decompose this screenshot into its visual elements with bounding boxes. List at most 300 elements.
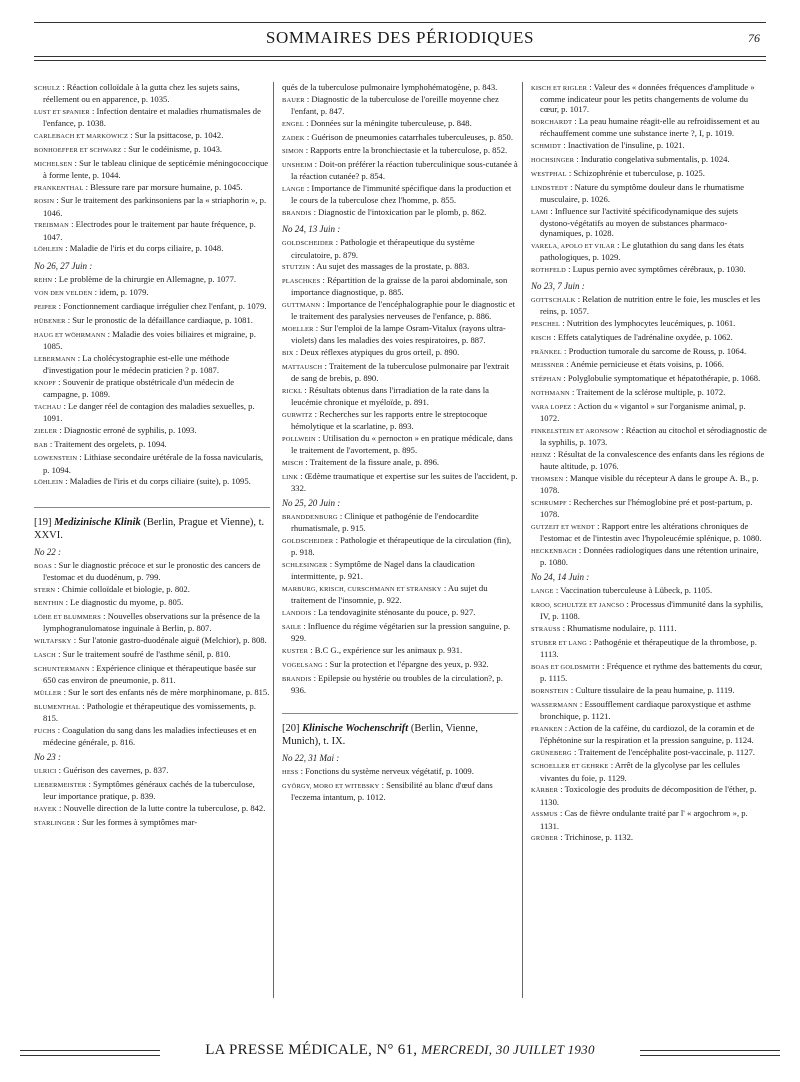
issue-date-heading: No 22, 31 Mai : — [282, 752, 340, 763]
article-title: : Influence sur l'activité spécificodynamique des sujets dystono-végétatifs au moyen de substances pharmaco-dynamiques, p. 1028. — [540, 205, 738, 238]
article-author: VON DEN VELDEN — [34, 290, 93, 298]
article-author: LUST ET SPANIER — [34, 109, 90, 116]
article-entry — [282, 607, 518, 619]
article-title: : Rapports entre la bronchiectasie et la tuberculose, p. 852. — [305, 145, 508, 156]
article-author: ZADEK — [282, 134, 305, 142]
article-entry — [34, 243, 270, 255]
article-title: : Guérison de pneumonies catarrhales tuberculeuses, p. 850. — [306, 131, 513, 142]
article-entry — [531, 140, 767, 152]
article-title: : Traitement de la fissure anale, p. 896. — [305, 456, 440, 467]
page-footer — [20, 1040, 780, 1064]
article-entry — [531, 240, 767, 262]
issue-date-heading: No 24, 13 Juin : — [282, 224, 341, 235]
article-entry — [531, 168, 767, 180]
article-title: : La peau humaine réagit-elle au refroidissement et au réchauffement comme une substance inerte ?, I, p. 1019. — [540, 116, 760, 139]
column-divider — [273, 82, 274, 998]
article-title: : Symptôme de Nagel dans la claudication intermittente, p. 921. — [291, 559, 475, 582]
article-title: : Infection dentaire et maladies rhumatismales de l'enfance, p. 1038. — [43, 106, 261, 129]
article-title: : Recherches sur l'hémoglobine pré et post-partum, p. 1078. — [540, 496, 753, 519]
article-author: STÉPHAN — [531, 376, 562, 384]
article-entry — [34, 82, 270, 104]
article-entry — [34, 817, 270, 829]
article-entry — [282, 275, 518, 297]
article-entry — [34, 725, 270, 747]
article-entry — [34, 701, 270, 723]
article-author: FRANKENTHAL — [34, 184, 84, 192]
article-title: : Blessure rare par morsure humaine, p. 1045. — [85, 181, 243, 192]
article-author: HOCHSINGER — [531, 157, 575, 164]
article-author: SCHMIDT — [531, 143, 562, 151]
article-author: STERN — [34, 586, 56, 594]
article-author: STARLINGER — [34, 819, 76, 827]
article-author: MEISSNER — [531, 362, 565, 370]
article-title: : Fréquence et rythme des battements du cœur, p. 1115. — [540, 660, 763, 683]
article-entry — [34, 144, 270, 156]
article-author: RICKL — [282, 387, 303, 395]
article-title: : Maladies de l'iris et du corps ciliaire (suite), p. 1095. — [65, 476, 251, 487]
article-title: : Nutrition des lymphocytes leucémiques, p. 1061. — [562, 318, 736, 328]
article-title: : Le problème de la chirurgie en Allemagne, p. 1077. — [54, 273, 237, 284]
article-title: : Processus d'immunité dans la syphilis, IV, p. 1108. — [540, 598, 764, 622]
article-title: : B.C G., expérience sur les animaux p. 931. — [310, 644, 463, 655]
article-title: qués de la tuberculose pulmonaire lymphohématogène, p. 843. — [282, 82, 498, 92]
article-title: : Fonctionnement cardiaque irrégulier chez l'enfant, p. 1079. — [58, 301, 267, 312]
article-author: BLUMENTHAL — [34, 703, 81, 711]
article-title: : Le danger réel de contagion des maladies sexuelles, p. 1091. — [43, 400, 255, 423]
article-title: : Coagulation du sang dans les maladies infectieuses et en médecine générale, p. 816. — [43, 724, 257, 747]
article-entry — [34, 476, 270, 488]
article-author: MOELLER — [282, 326, 314, 334]
article-entry — [34, 329, 270, 351]
article-entry — [531, 661, 767, 683]
article-author: BRANDIS — [282, 210, 312, 218]
journal-name: Medizinische Klinik — [54, 516, 141, 528]
article-title: : Sur l'atonie gastro-duodénale aiguë (Melchior), p. 808. — [73, 635, 267, 646]
article-author: BORNSTEIN — [531, 687, 569, 695]
page-title: SOMMAIRES DES PÉRIODIQUES — [265, 28, 535, 47]
article-author: SCHUNTERMANN — [34, 665, 90, 673]
article-author: FINKELSTEIN ET ARONSOW — [531, 427, 620, 435]
article-author: ROTHFELD — [531, 266, 566, 274]
article-entry — [282, 645, 518, 657]
issue-date-heading: No 24, 14 Juin : — [531, 572, 590, 583]
article-title: : Fonctions du système nerveux végétatif, p. 1009. — [300, 765, 474, 776]
article-title: : Nature du symptôme douleur dans le rhumatisme musculaire, p. 1026. — [540, 181, 745, 204]
article-entry — [34, 584, 270, 596]
article-author: KÄRBER — [531, 787, 559, 795]
article-entry — [282, 237, 518, 259]
issue-date-heading: No 23, 7 Juin : — [531, 281, 585, 291]
article-author: PLASCHKES — [282, 278, 321, 286]
article-entry — [531, 332, 767, 344]
article-author: BORCHARDT — [531, 119, 573, 127]
article-title: : Sur le codéinisme, p. 1043. — [123, 143, 223, 154]
article-entry — [531, 699, 767, 721]
article-author: BOAS — [34, 562, 52, 570]
article-author: MARBURG, KRISCH, CURSCHMANN ET STRANSKY — [282, 586, 442, 594]
journal-details: (Berlin, Prague et Vienne), t. XXVI. — [34, 516, 265, 541]
article-author: NOTHMANN — [531, 389, 570, 397]
article-title: : Nouvelle direction de la lutte contre la tuberculose, p. 842. — [58, 802, 266, 813]
article-author: ULRICI — [34, 767, 57, 775]
article-entry — [531, 599, 767, 621]
article-author: BENTHIN — [34, 600, 64, 608]
article-author: SCHLESINGER — [282, 562, 328, 570]
article-title: : Pathogénie et thérapeutique de la thrombose, p. 1113. — [540, 636, 757, 659]
article-title: : Lupus pernio avec symptômes cérébraux, p. 1030. — [568, 263, 746, 274]
article-author: POLLWEIN — [282, 435, 316, 443]
page-number: 76 — [748, 31, 760, 45]
article-title: : Symptômes généraux cachés de la tuberculose, leur importance pratique, p. 839. — [43, 778, 255, 801]
article-entry — [531, 521, 767, 543]
article-entry — [34, 195, 270, 217]
article-title: : Réaction colloïdale à la gutta chez les sujets sains, réellement ou en apparence, p. 1035. — [43, 82, 240, 105]
article-title: : Anémie pernicieuse et états voisins, p. 1066. — [566, 359, 724, 370]
article-entry — [531, 154, 767, 166]
article-author: STUTZIN — [282, 264, 311, 272]
header-top-rule — [34, 22, 766, 23]
article-entry — [282, 673, 518, 695]
article-entry — [531, 473, 767, 495]
article-author: GOLDSCHEIDER — [282, 240, 334, 248]
journal-heading — [282, 713, 518, 748]
article-author: MATTAUSCH — [282, 363, 323, 371]
article-title: : Rapport entre les altérations chroniques de l'estomac et de l'intestin avec l'hypoleucémie splénique, p. 1080. — [540, 520, 762, 543]
article-author: GRÜBER — [531, 835, 559, 843]
article-title: : Le diagnostic du myome, p. 805. — [65, 597, 184, 608]
article-author: CARLEBACH ET MARKOWICZ — [34, 133, 129, 140]
article-entry — [282, 261, 518, 273]
article-entry — [531, 82, 767, 115]
article-entry — [282, 659, 518, 671]
article-entry — [531, 623, 767, 635]
article-title: : Traitement de la tuberculose pulmonaire par l'extrait de sang de brebis, p. 890. — [291, 360, 510, 384]
article-author: PEIPER — [34, 304, 57, 312]
article-author: KISCH ET RIGLER — [531, 85, 588, 92]
article-author: BRANDIS — [282, 675, 312, 683]
article-author: LIEBERMEISTER — [34, 781, 87, 789]
article-author: HEINZ — [531, 451, 552, 459]
article-title: : Doit-on préférer la réaction tuberculinique sous-cutanée à la réaction cutanée? p. 854. — [291, 159, 518, 182]
article-title: : Données radiologiques dans une rétention urinaire, p. 1080. — [540, 544, 759, 567]
article-entry — [282, 766, 518, 778]
article-author: LANGE — [531, 588, 554, 596]
article-author: KISCH — [531, 334, 552, 342]
header-bottom-rule — [34, 56, 766, 61]
article-author: VARELA, APOLO ET VILAR — [531, 242, 615, 250]
article-author: PESCHEL — [531, 321, 561, 328]
article-entry — [282, 145, 518, 157]
article-title: : Inactivation de l'insuline, p. 1021. — [563, 140, 685, 151]
article-entry — [531, 723, 767, 745]
article-title: : Diagnostic erroné de syphilis, p. 1093. — [59, 424, 197, 435]
article-title: : Sensibilité au blanc d'œuf dans l'eczema intantum, p. 1012. — [291, 779, 493, 802]
article-title: : Guérison des cavernes, p. 837. — [58, 764, 169, 775]
article-entry — [34, 597, 270, 609]
article-entry — [531, 359, 767, 371]
article-title: : Au sujet des massages de la prostate, p. 883. — [312, 261, 470, 272]
article-title: : Nouvelles observations sur la présence de la lymphogranulomatose inguinale à Berlin, p. 807. — [43, 611, 260, 634]
article-title: : Electrodes pour le traitement par haute fréquence, p. 1047. — [43, 219, 256, 242]
column-divider — [522, 82, 523, 998]
article-entry — [531, 373, 767, 385]
article-entry — [531, 497, 767, 519]
article-title: : Cas de fièvre ondulante traité par l' « argochrom », p. 1131. — [540, 808, 748, 831]
article-title: : Sur la psittacose, p. 1042. — [130, 130, 224, 140]
article-title: : Données sur la méningite tuberculeuse, p. 848. — [306, 117, 472, 128]
article-title: : Réaction au citochol et sérodiagnostic de la syphilis, p. 1073. — [540, 424, 767, 447]
article-entry — [282, 780, 518, 802]
article-title: : Epilepsie ou hystérie ou troubles de la circulation?, p. 936. — [291, 672, 503, 695]
article-author: KUSTER — [282, 647, 309, 655]
footer-rule-left — [20, 1050, 160, 1056]
article-author: VOGELSANG — [282, 661, 323, 669]
footer-text — [168, 1042, 632, 1059]
column-middle — [282, 82, 518, 1002]
article-title: : Importance de l'encéphalographie pour le diagnostic et le traitement des paralysies nerveuses de l'enfance, p. 886. — [291, 299, 516, 322]
article-title: : Sur l'emploi de la lampe Osram-Vitalux (rayons ultra-violets) dans les maladies des voies respiratoires, p. 887. — [291, 323, 506, 346]
article-title: : Rhumatisme nodulaire, p. 1111. — [562, 622, 677, 633]
article-author: KROO, SCHULTZE ET JANCSO — [531, 601, 625, 609]
article-title: : Sur le diagnostic précoce et sur le pronostic des cancers de l'estomac et du duodénum, p. 799. — [43, 559, 261, 582]
article-title: : Chimie colloïdale et biologie, p. 802. — [57, 583, 190, 594]
article-entry — [531, 206, 767, 239]
article-author: LINK — [282, 473, 299, 481]
article-title: : Sur les formes à symptômes mar- — [77, 816, 198, 827]
article-entry — [34, 182, 270, 194]
article-author: BRANDDENBURG — [282, 514, 338, 522]
journal-details: (Berlin, Vienne, Munich), t. IX. — [282, 722, 478, 747]
article-author: HAUG ET WÖHRMANN — [34, 331, 106, 339]
issue-date-heading: No 26, 27 Juin : — [34, 260, 93, 271]
article-author: LÖHLEIN — [34, 246, 64, 254]
article-entry — [34, 130, 270, 142]
article-author: BOAS ET GOLDSMITH — [531, 663, 600, 671]
article-title: : Utilisation du « pernocton » en pratique médicale, dans le traitement de l'avortement, p. 895. — [291, 432, 513, 456]
article-author: ENGEL — [282, 120, 304, 128]
article-title: : Traitement de l'encéphalite post-vaccinale, p. 1127. — [574, 746, 755, 757]
article-entry — [34, 611, 270, 633]
article-author: BONHOEFFER ET SCHWARZ — [34, 146, 122, 154]
article-author: MISCH — [282, 459, 304, 467]
article-title: : Sur la protection et l'épargne des yeux, p. 932. — [325, 658, 489, 669]
article-author: LASCH — [34, 651, 56, 659]
article-entry — [531, 294, 767, 316]
article-entry — [34, 635, 270, 647]
article-author: GYÖRGY, MORO ET WITEBSKY — [282, 782, 380, 790]
footer-journal: LA PRESSE MÉDICALE, N° 61, — [205, 1042, 418, 1058]
article-title: : Diagnostic de l'intoxication par le plomb, p. 862. — [313, 207, 487, 218]
article-entry — [282, 94, 518, 116]
article-entry — [34, 219, 270, 241]
article-entry — [282, 433, 518, 455]
article-author: SCHRUMPF — [531, 499, 567, 507]
article-title: : Toxicologie des produits de décomposition de l'éther, p. 1130. — [540, 784, 757, 807]
article-author: GURWITZ — [282, 411, 313, 419]
article-title: : idem, p. 1079. — [94, 287, 149, 298]
article-entry — [531, 425, 767, 447]
article-title: : Sur le tableau clinique de septicémie méningococcique à forme lente, p. 1044. — [43, 157, 269, 180]
article-entry — [531, 784, 767, 806]
article-title: : Œdème traumatique et expertise sur les suites de l'accident, p. 332. — [291, 470, 518, 493]
article-title: : Lithiase secondaire urétérale de la fossa navicularis, p. 1094. — [43, 452, 264, 475]
article-author: LEBERMANN — [34, 355, 76, 363]
article-title: : Arrêt de la glycolyse par les cellules vivantes du foie, p. 1129. — [540, 760, 740, 783]
article-title: : Valeur des « données fréquences d'amplitude » comme indicateur pour les petits changements de volume du cœur, p. 1017. — [540, 82, 755, 115]
article-author: GUTTMANN — [282, 302, 321, 310]
article-author: GOLDSCHEIDER — [282, 538, 334, 546]
article-entry — [531, 832, 767, 844]
article-title: : Expérience clinique et thérapeutique basée sur 650 cas environ de pneumonie, p. 811. — [43, 662, 256, 685]
article-author: GOTTSCHALK — [531, 297, 576, 304]
article-entry — [34, 779, 270, 801]
article-author: THOMSEN — [531, 475, 564, 483]
article-title: : Résultat de la convalescence des enfants dans les régions de haute altitude, p. 1076. — [540, 448, 765, 471]
article-title: : Répartition de la graisse de la paroi abdominale, son importance diagnostique, p. 885. — [291, 275, 508, 298]
article-entry — [34, 765, 270, 777]
article-author: LÖHE ET BLUMMERS — [34, 614, 101, 622]
article-title: : Schizophrénie et tuberculose, p. 1025. — [568, 167, 705, 178]
article-entry — [282, 583, 518, 605]
article-entry — [282, 347, 518, 359]
article-author: BAUER — [282, 96, 305, 104]
article-title: : Pathologie et thérapeutique des vomissements, p. 815. — [43, 700, 256, 723]
article-entry — [282, 207, 518, 219]
article-entry — [34, 353, 270, 375]
article-author: GUTZEIT ET WENDT — [531, 523, 595, 531]
article-title: : Sur le traitement des parkinsoniens par la « striaphorin », p. 1046. — [43, 195, 267, 218]
article-entry — [34, 452, 270, 474]
article-entry — [531, 637, 767, 659]
article-entry — [531, 387, 767, 399]
article-entry — [34, 274, 270, 286]
article-title: : Essoufflement cardiaque paroxystique et asthme bronchique, p. 1121. — [540, 698, 751, 721]
article-entry — [282, 471, 518, 493]
article-author: LANGE — [282, 186, 305, 194]
article-title: : Recherches sur les rapports entre le streptocoque hémolytique et la scarlatine, p. 893. — [291, 408, 488, 432]
article-entry — [34, 158, 270, 180]
article-entry — [34, 287, 270, 299]
article-entry — [282, 457, 518, 469]
article-author: BAB — [34, 441, 48, 449]
article-entry — [531, 760, 767, 782]
article-entry — [282, 559, 518, 581]
article-title: : Culture tissulaire de la peau humaine, p. 1119. — [570, 684, 735, 695]
article-title: : Sur le pronostic de la défaillance cardiaque, p. 1081. — [67, 314, 253, 325]
article-title: : Polyglobulie symptomatique et hépatothérapie, p. 1068. — [563, 373, 761, 384]
article-entry — [282, 385, 518, 407]
journal-heading — [34, 507, 270, 542]
article-entry — [282, 621, 518, 643]
article-title: : Clinique et pathogénie de l'endocardite rhumatismale, p. 915. — [291, 511, 479, 534]
article-title: : Trichinose, p. 1132. — [560, 832, 634, 843]
article-author: LINDSTEDT — [531, 184, 568, 192]
article-author: FUCHS — [34, 727, 56, 735]
article-title: : La cholécystographie est-elle une méthode d'investigation pour le médecin praticien ? p. 1087. — [43, 352, 230, 375]
article-entry — [34, 649, 270, 661]
article-author: REHN — [34, 276, 53, 284]
article-title: : La tendovaginite sténosante du pouce, p. 927. — [313, 607, 476, 618]
article-author: SAILE — [282, 623, 302, 631]
article-author: FRÄNKEL — [531, 348, 562, 356]
article-author: SIMON — [282, 148, 304, 156]
article-author: ASSMUS — [531, 811, 558, 819]
article-entry — [282, 409, 518, 431]
article-entry — [531, 545, 767, 567]
article-entry — [531, 449, 767, 471]
article-title: : Maladie de l'iris et du corps ciliaire, p. 1048. — [65, 243, 224, 254]
article-title: : Action du « vigantol » sur l'organisme animal, p. 1072. — [540, 400, 746, 423]
article-title: : Sur le traitement soufré de l'asthme sénil, p. 810. — [58, 648, 231, 659]
issue-date-heading: No 25, 20 Juin : — [282, 498, 341, 509]
article-entry — [34, 301, 270, 313]
journal-name: Klinische Wochenschrift — [302, 722, 409, 734]
article-entry — [34, 315, 270, 327]
article-entry — [282, 535, 518, 557]
article-entry — [531, 808, 767, 830]
article-entry — [282, 361, 518, 383]
article-title: : Influence du régime végétarien sur la pression sanguine, p. 929. — [291, 620, 511, 644]
article-author: UNSHEIM — [282, 162, 313, 170]
article-title: : Production tumorale du sarcome de Rouss, p. 1064. — [564, 345, 747, 356]
article-title: : Résultats obtenus dans l'irradiation de la rate dans la leucémie chronique et myéloïde, p. 891. — [291, 384, 489, 408]
article-author: LOWENSTEIN — [34, 455, 78, 463]
article-entry — [531, 685, 767, 697]
article-title: : Sur le sort des enfants nés de mère morphinomane, p. 815. — [63, 686, 270, 697]
article-author: VARA LOPEZ — [531, 403, 572, 411]
article-title: : Manque visible du récepteur A dans le groupe A. B., p. 1078. — [540, 472, 759, 495]
column-left — [34, 82, 270, 1002]
article-title: : Action de la caféine, du cardiozol, de la coramin et de l'éphétonine sur la respiration et la pression sanguine, p. 1124. — [540, 722, 755, 745]
article-title: : Pathologie et thérapeutique de la circulation (fin), p. 918. — [291, 535, 512, 558]
article-author: TREIBMAN — [34, 222, 69, 230]
article-author: LANDOIS — [282, 610, 312, 618]
article-author: HESS — [282, 768, 299, 776]
article-entry — [282, 82, 518, 92]
article-title: : Pathologie et thérapeutique du système circulatoire, p. 879. — [291, 237, 475, 260]
article-title: : Effets catalytiques de l'adrénaline oxydée, p. 1062. — [553, 331, 733, 342]
article-title: : Vaccination tuberculeuse à Lübeck, p. 1105. — [555, 585, 713, 596]
article-entry — [34, 439, 270, 451]
article-author: SCHOELLER ET GEHRKE — [531, 763, 609, 771]
article-author: STUBER ET LANG — [531, 639, 587, 647]
article-author: LAMI — [531, 208, 549, 216]
article-author: HECKENBACH — [531, 547, 577, 555]
article-entry — [531, 747, 767, 759]
article-title: : Le glutathion du sang dans les états pathologiques, p. 1029. — [540, 239, 744, 262]
article-author: ROSIN — [34, 198, 55, 206]
article-author: FRANKEN — [531, 725, 563, 733]
issue-date-heading: No 22 : — [34, 546, 61, 557]
article-entry — [531, 585, 767, 597]
article-entry — [531, 318, 767, 330]
article-author: TACHAU — [34, 403, 62, 411]
article-entry — [531, 346, 767, 358]
article-title: : Deux réflexes atypiques du gros orteil, p. 890. — [295, 347, 460, 358]
article-title: : Traitement de la sclérose multiple, p. 1072. — [572, 386, 726, 397]
article-entry — [282, 323, 518, 345]
article-author: STRAUSS — [531, 625, 561, 633]
article-entry — [282, 299, 518, 321]
article-author: LÖHLEIN — [34, 479, 64, 487]
article-title: : Relation de nutrition entre le foie, les muscles et les reins, p. 1057. — [540, 294, 761, 317]
article-entry — [34, 425, 270, 437]
article-entry — [34, 663, 270, 685]
article-author: SCHULZ — [34, 85, 61, 92]
article-entry — [34, 687, 270, 699]
journal-number: [20] — [282, 722, 300, 734]
footer-date: MERCREDI, 30 JUILLET 1930 — [421, 1042, 595, 1057]
